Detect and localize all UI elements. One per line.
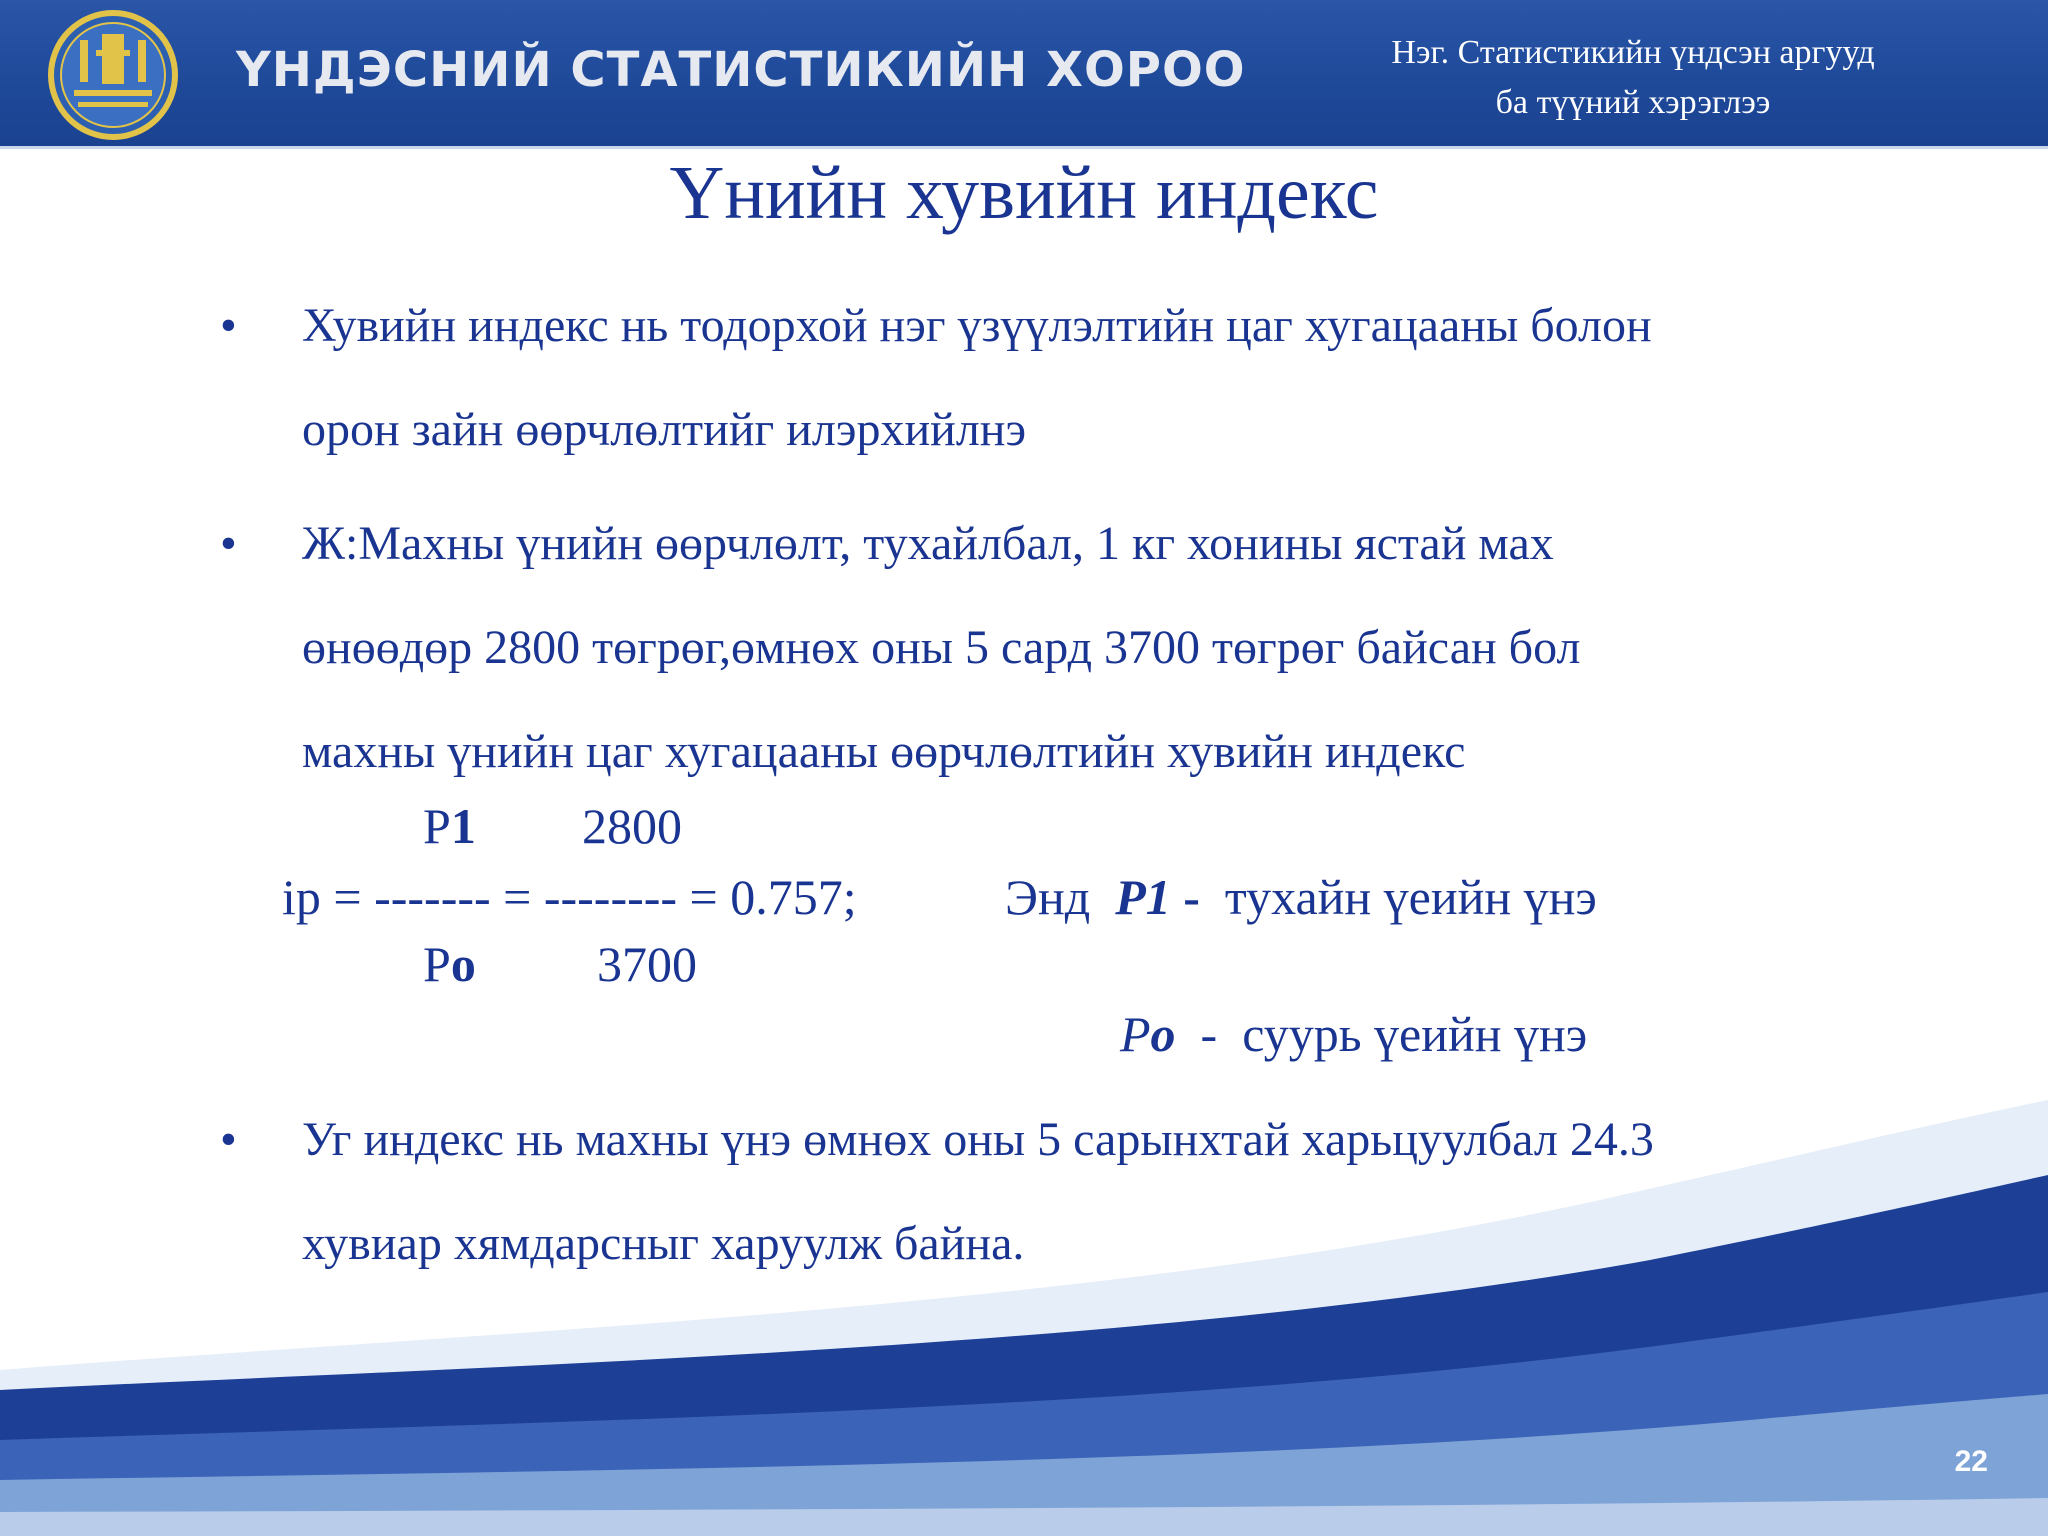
note-subscript: 1 [1145,869,1171,925]
formula-note-current-period [1005,868,1597,926]
slide-title: Үнийн хувийн индекс [669,151,1379,235]
formula-denominator-value: 3700 [597,936,697,992]
formula-note-base-period [1120,1005,1587,1063]
bullet-line: махны үнийн цаг хугацааны өөрчлөлтийн хувийн индекс [302,725,1466,778]
symbol-subscript: o [450,936,476,992]
note-symbol: P [1115,869,1146,925]
formula-numerator-symbol [423,797,476,855]
bullet-text [302,274,2002,482]
note-prefix: Энд [1005,869,1091,925]
bullet-dot: • [220,1113,237,1166]
bullet-dot: • [220,299,237,352]
bullet-line: Ж:Махны үнийн өөрчлөлт, тухайлбал, 1 кг хонины ястай мах [302,517,1554,570]
bullet-text [302,1088,2002,1296]
note-text: суурь үеийн үнэ [1242,1006,1588,1062]
bullet-line: хувиар хямдарсныг харуулж байна. [302,1217,1025,1270]
bullet-line: Хувийн индекс нь тодорхой нэг үзүүлэлтийн цаг хугацааны болон [302,299,1652,352]
symbol-letter: P [423,936,451,992]
note-symbol: P [1120,1006,1151,1062]
chapter-title [1313,28,1953,128]
note-dash: - [1183,869,1200,925]
formula-main-line: ip = ------- = -------- = 0.757; [282,869,857,925]
bullet-line: өнөөдөр 2800 төгрөг,өмнөх оны 5 сард 3700 төгрөг байсан бол [302,621,1581,674]
symbol-subscript: 1 [450,798,476,854]
header-divider [0,146,2048,149]
note-dash: - [1200,1006,1218,1062]
header-banner [0,0,2048,146]
bullet-dot: • [220,517,237,570]
symbol-letter: P [423,798,451,854]
formula-denominator-symbol [423,935,476,993]
chapter-title-line-2: ба түүний хэрэглээ [1495,84,1771,121]
bullet-text [302,492,2002,804]
bullet-line: орон зайн өөрчлөлтийг илэрхийлнэ [302,403,1027,456]
page-number: 22 [1954,1445,1988,1478]
note-subscript: o [1150,1006,1176,1062]
formula-numerator-value: 2800 [582,798,682,854]
bullet-line: Уг индекс нь махны үнэ өмнөх оны 5 сарынхтай харьцуулбал 24.3 [302,1113,1654,1166]
organization-name: ҮНДЭСНИЙ СТАТИСТИКИЙН ХОРОО [236,42,1246,98]
national-statistics-emblem-icon [40,10,186,140]
chapter-title-line-1: Нэг. Статистикийн үндсэн аргууд [1391,34,1875,71]
note-text: тухайн үеийн үнэ [1224,869,1597,925]
